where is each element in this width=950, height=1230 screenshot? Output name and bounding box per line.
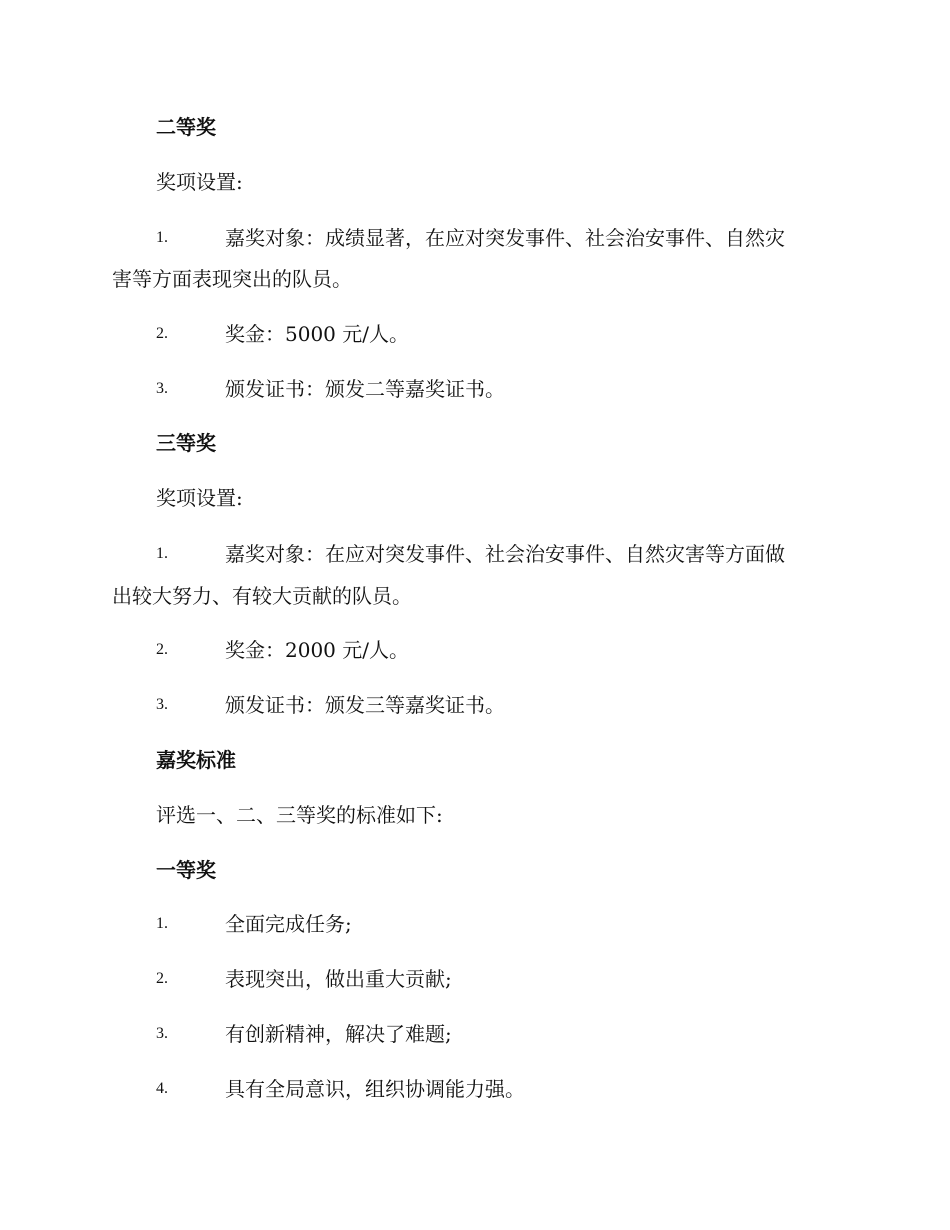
- list-item-text: 颁发证书：颁发二等嘉奖证书。: [225, 377, 505, 401]
- standards-intro: 评选一、二、三等奖的标准如下:: [156, 803, 443, 827]
- list-number: 3.: [156, 696, 168, 713]
- award-settings-label: 奖项设置:: [156, 170, 243, 194]
- list-number: 1.: [156, 545, 168, 562]
- list-item-text: 奖金：2000 元/人。: [225, 638, 409, 662]
- list-number: 3.: [156, 1025, 168, 1042]
- award-settings-label: 奖项设置:: [156, 486, 243, 510]
- list-item-text-continued: 害等方面表现突出的队员。: [112, 267, 352, 291]
- list-item-text: 奖金：5000 元/人。: [225, 322, 409, 346]
- list-number: 3.: [156, 380, 168, 397]
- list-item-text: 嘉奖对象：成绩显著，在应对突发事件、社会治安事件、自然灾: [225, 226, 785, 250]
- list-item-text: 颁发证书：颁发三等嘉奖证书。: [225, 693, 505, 717]
- list-item-text: 表现突出，做出重大贡献;: [225, 967, 452, 991]
- list-number: 2.: [156, 970, 168, 987]
- list-item-text: 有创新精神，解决了难题;: [225, 1022, 452, 1046]
- list-number: 2.: [156, 641, 168, 658]
- list-number: 4.: [156, 1080, 168, 1097]
- list-item-text: 具有全局意识，组织协调能力强。: [225, 1077, 525, 1101]
- list-number: 1.: [156, 915, 168, 932]
- list-item-text-continued: 出较大努力、有较大贡献的队员。: [112, 584, 412, 608]
- list-number: 2.: [156, 325, 168, 342]
- section-heading-first-prize: 一等奖: [156, 858, 216, 882]
- section-heading-second-prize: 二等奖: [156, 115, 216, 139]
- section-heading-third-prize: 三等奖: [156, 431, 216, 455]
- list-item-text: 嘉奖对象：在应对突发事件、社会治安事件、自然灾害等方面做: [225, 542, 785, 566]
- list-number: 1.: [156, 229, 168, 246]
- list-item-text: 全面完成任务;: [225, 912, 352, 936]
- section-heading-standards: 嘉奖标准: [156, 748, 236, 772]
